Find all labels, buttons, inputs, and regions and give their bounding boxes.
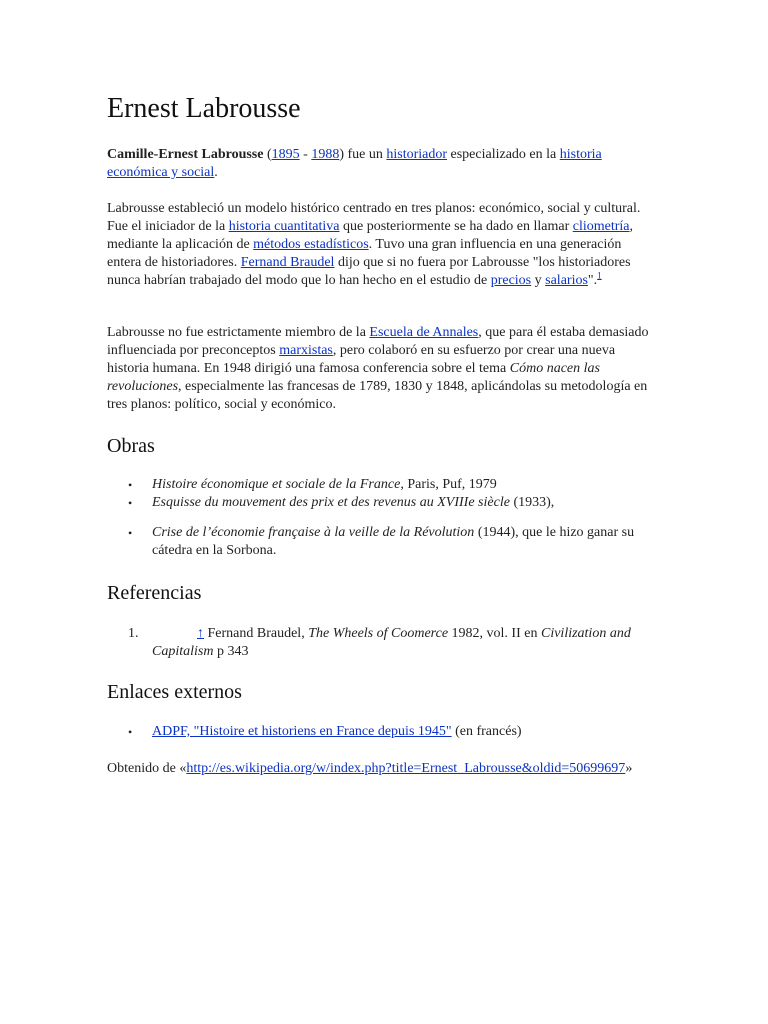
adpf-external-link[interactable]: ADPF, "Histoire et historiens en France depuis 1945" — [152, 724, 452, 739]
referencias-heading: Referencias — [107, 582, 202, 604]
historia-economica-link[interactable]: historia económica y social — [107, 147, 602, 180]
historia-cuantitativa-link[interactable]: historia cuantitativa — [228, 219, 340, 234]
list-item: • ADPF, "Histoire et historiens en France depuis 1945" (en francés) — [128, 724, 522, 739]
list-item: • Esquisse du mouvement des prix et des revenus au XVIIIe siècle (1933), — [128, 495, 555, 510]
referencias-list — [107, 625, 659, 661]
marxistas-link[interactable]: marxistas — [279, 343, 333, 358]
list-item: • Histoire économique et sociale de la France, Paris, Puf, 1979 — [128, 477, 497, 492]
reference-1-link[interactable]: 1 — [597, 270, 602, 281]
bullet-icon: • — [128, 478, 133, 492]
historiador-link[interactable]: historiador — [386, 147, 448, 162]
precios-link[interactable]: precios — [490, 273, 532, 288]
obras-heading: Obras — [107, 435, 155, 457]
back-arrow-icon[interactable]: ↑ — [197, 626, 204, 641]
salarios-link[interactable]: salarios — [545, 273, 588, 288]
permanent-link[interactable]: http://es.wikipedia.org/w/index.php?title=Ernest_Labrousse&oldid=50699697 — [186, 761, 626, 776]
enlaces-list — [107, 723, 659, 741]
list-item: • Crise de l’économie française à la veille de la Révolution (1944), que le hizo ganar su cátedra en la Sorbona. — [128, 525, 635, 558]
cliometria-link[interactable]: cliometría — [572, 219, 630, 234]
body-paragraph-3: Labrousse no fue estrictamente miembro de la Escuela de Annales, que para él estaba demasiado influenciada por preconceptos marxistas, pero colaboró en su esfuerzo por crear una nueva historia humana. En 1948 dirigió una famosa conferencia sobre el tema Cómo nacen las revoluciones, especialmente las francesas de 1789, 1830 y 1848, aplicándolas su metodología en tres planos: político, social y económico. — [107, 325, 649, 412]
obras-list — [107, 476, 659, 560]
bullet-icon: • — [128, 725, 133, 739]
intro-paragraph: Camille-Ernest Labrousse (1895 - 1988) fue un historiador especializado en la historia económica y social. — [107, 147, 602, 180]
page-title: Ernest Labrousse — [107, 93, 301, 124]
year-1895-link[interactable]: 1895 — [271, 147, 300, 162]
metodos-estadisticos-link[interactable]: métodos estadísticos — [253, 237, 369, 252]
reference-number: 1. — [128, 626, 139, 641]
list-item: 1. ↑ Fernand Braudel, The Wheels of Coomerce 1982, vol. II en Civilization and Capitalism p 343 — [128, 626, 631, 659]
retrieved-from: Obtenido de «http://es.wikipedia.org/w/index.php?title=Ernest_Labrousse&oldid=50699697» — [107, 761, 633, 776]
escuela-de-annales-link[interactable]: Escuela de Annales — [369, 325, 479, 340]
year-1988-link[interactable]: 1988 — [311, 147, 340, 162]
bullet-icon: • — [128, 526, 133, 540]
enlaces-heading: Enlaces externos — [107, 681, 242, 703]
bullet-icon: • — [128, 496, 133, 510]
subject-name: Camille-Ernest Labrousse — [107, 147, 264, 162]
fernand-braudel-link[interactable]: Fernand Braudel — [240, 255, 335, 270]
body-paragraph-2: Labrousse estableció un modelo histórico centrado en tres planos: económico, social y cultural. Fue el iniciador de la historia cuantitativa que posteriormente se ha dado en llamar cliometría, mediante la aplicación de métodos estadísticos. Tuvo una gran influencia en una generación entera de historiadores. Fernand Braudel dijo que si no fuera por Labrousse "los historiadores nunca habrían trabajado del modo que lo han hecho en el estudio de precios y salarios".$^1$ — [107, 201, 641, 288]
